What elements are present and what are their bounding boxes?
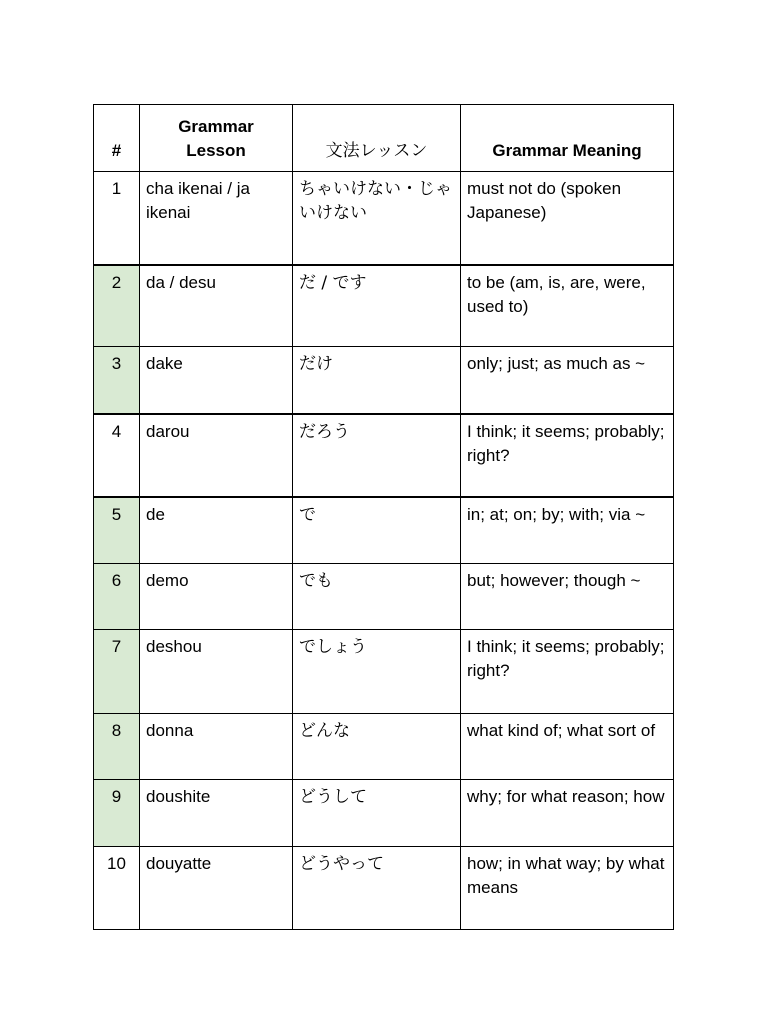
row-lesson: demo bbox=[140, 564, 293, 630]
row-japanese: でしょう bbox=[293, 630, 461, 714]
row-number: 9 bbox=[94, 780, 140, 847]
row-japanese: でも bbox=[293, 564, 461, 630]
row-lesson: donna bbox=[140, 714, 293, 780]
row-lesson: cha ikenai / ja ikenai bbox=[140, 172, 293, 265]
row-japanese: だけ bbox=[293, 347, 461, 414]
row-number: 2 bbox=[94, 265, 140, 347]
row-meaning: what kind of; what sort of bbox=[461, 714, 674, 780]
header-number: # bbox=[94, 105, 140, 172]
row-meaning: why; for what reason; how bbox=[461, 780, 674, 847]
table-row bbox=[94, 414, 674, 497]
table-row bbox=[94, 172, 674, 265]
table-row bbox=[94, 780, 674, 847]
row-meaning: only; just; as much as ~ bbox=[461, 347, 674, 414]
row-number: 1 bbox=[94, 172, 140, 265]
row-japanese: どうして bbox=[293, 780, 461, 847]
table-row bbox=[94, 564, 674, 630]
table-row bbox=[94, 630, 674, 714]
table-row bbox=[94, 347, 674, 414]
row-lesson: douyatte bbox=[140, 847, 293, 930]
row-number: 7 bbox=[94, 630, 140, 714]
grammar-table bbox=[93, 104, 674, 930]
row-number: 6 bbox=[94, 564, 140, 630]
table-header-row bbox=[94, 105, 674, 172]
table-row bbox=[94, 714, 674, 780]
row-japanese: どうやって bbox=[293, 847, 461, 930]
table-row bbox=[94, 265, 674, 347]
row-meaning: must not do (spoken Japanese) bbox=[461, 172, 674, 265]
header-lesson-line2: Lesson bbox=[186, 141, 246, 160]
row-japanese: で bbox=[293, 497, 461, 564]
row-number: 10 bbox=[94, 847, 140, 930]
row-japanese: ちゃいけない・じゃいけない bbox=[293, 172, 461, 265]
row-lesson: de bbox=[140, 497, 293, 564]
row-number: 3 bbox=[94, 347, 140, 414]
row-meaning: I think; it seems; probably; right? bbox=[461, 414, 674, 497]
row-lesson: dake bbox=[140, 347, 293, 414]
row-lesson: deshou bbox=[140, 630, 293, 714]
row-number: 8 bbox=[94, 714, 140, 780]
row-meaning: to be (am, is, are, were, used to) bbox=[461, 265, 674, 347]
row-japanese: だ / です bbox=[293, 265, 461, 347]
row-number: 5 bbox=[94, 497, 140, 564]
row-meaning: but; however; though ~ bbox=[461, 564, 674, 630]
table-row bbox=[94, 497, 674, 564]
row-meaning: I think; it seems; probably; right? bbox=[461, 630, 674, 714]
table-body bbox=[94, 172, 674, 930]
row-lesson: doushite bbox=[140, 780, 293, 847]
row-lesson: da / desu bbox=[140, 265, 293, 347]
row-number: 4 bbox=[94, 414, 140, 497]
row-lesson: darou bbox=[140, 414, 293, 497]
row-meaning: in; at; on; by; with; via ~ bbox=[461, 497, 674, 564]
header-grammar-meaning: Grammar Meaning bbox=[461, 105, 674, 172]
table-row bbox=[94, 847, 674, 930]
header-japanese: 文法レッスン bbox=[293, 105, 461, 172]
row-meaning: how; in what way; by what means bbox=[461, 847, 674, 930]
header-grammar-lesson bbox=[140, 105, 293, 172]
row-japanese: だろう bbox=[293, 414, 461, 497]
header-lesson-line1: Grammar bbox=[178, 117, 254, 136]
row-japanese: どんな bbox=[293, 714, 461, 780]
